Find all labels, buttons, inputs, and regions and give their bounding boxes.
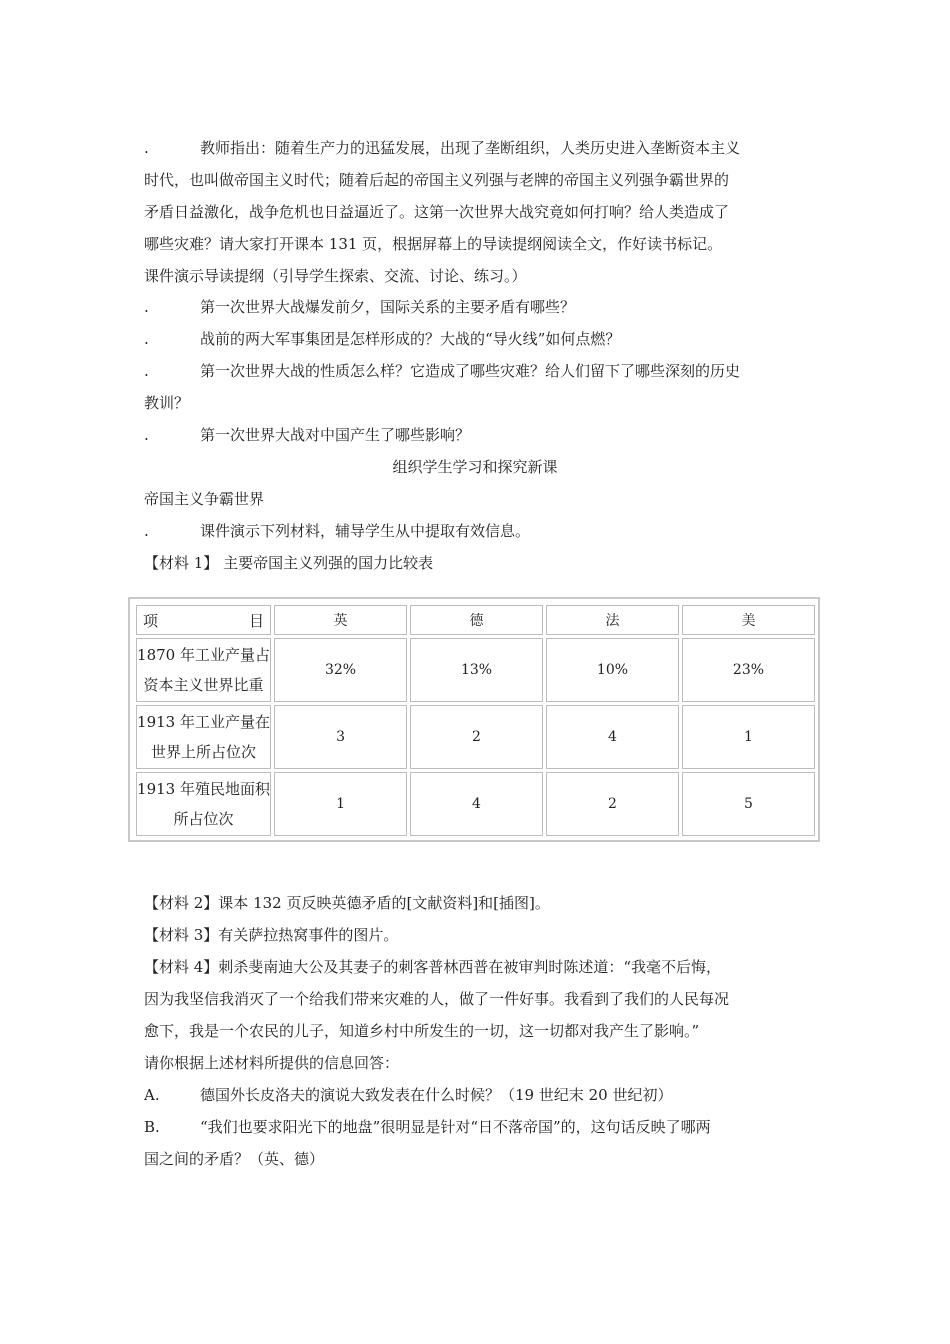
table-header-country: 美 (682, 605, 815, 635)
row-label-line-2: 世界上所占位次 (151, 743, 257, 761)
table-header-row (136, 605, 815, 635)
material2: 【材料 2】课本 132 页反映英德矛盾的[文献资料]和[插图]。 (144, 894, 550, 912)
intro-line-3: 矛盾日益激化，战争危机也日益逼近了。这第一次世界大战究竟如何打响？给人类造成了 (144, 203, 730, 221)
material4-line-2: 因为我坚信我消灭了一个给我们带来灾难的人，做了一件好事。我看到了我们的人民每况 (144, 990, 730, 1008)
table-header-country: 法 (546, 605, 679, 635)
material4-line-3: 愈下，我是一个农民的儿子，知道乡村中所发生的一切，这一切都对我产生了影响。” (144, 1022, 700, 1040)
row-label (136, 705, 271, 769)
outline-item-3-cont: 教训？ (144, 394, 190, 412)
outline-item-2: 战前的两大军事集团是怎样形成的？大战的“导火线”如何点燃？ (200, 330, 621, 348)
table-header-country: 德 (410, 605, 543, 635)
subsection-title: 帝国主义争霸世界 (144, 490, 265, 508)
question-b-text: “我们也要求阳光下的地盘”很明显是针对“日不落帝国”的，这句话反映了哪两 (200, 1118, 711, 1136)
table-cell: 5 (682, 772, 815, 836)
question-b-cont: 国之间的矛盾？（英、德） (144, 1150, 325, 1168)
table-cell: 2 (410, 705, 543, 769)
table-cell: 23% (682, 638, 815, 702)
header-right-char: 目 (249, 611, 265, 630)
question-a-letter: A. (144, 1086, 160, 1104)
row-label-line-1: 1913 年殖民地面积 (137, 780, 270, 798)
table-row (136, 705, 815, 769)
question-b-letter: B. (144, 1118, 160, 1136)
material4-line-1: 【材料 4】刺杀斐南迪大公及其妻子的刺客普林西普在被审判时陈述道：“我毫不后悔， (144, 958, 721, 976)
table-cell: 32% (274, 638, 407, 702)
comparison-table-frame (128, 597, 820, 842)
intro-bullet: . (144, 139, 149, 157)
intro-line-4: 哪些灾难？请大家打开课本 131 页，根据屏幕上的导读提纲阅读全文，作好读书标记。 (144, 235, 723, 253)
table-cell: 4 (546, 705, 679, 769)
row-label (136, 638, 271, 702)
section-title: 组织学生学习和探究新课 (392, 458, 558, 476)
intro-line-1: 教师指出：随着生产力的迅猛发展，出现了垄断组织，人类历史进入垄断资本主义 (200, 139, 741, 157)
intro-line-2: 时代，也叫做帝国主义时代；随着后起的帝国主义列强与老牌的帝国主义列强争霸世界的 (144, 171, 730, 189)
table-cell: 13% (410, 638, 543, 702)
material3: 【材料 3】有关萨拉热窝事件的图片。 (144, 926, 399, 944)
comparison-table (133, 602, 818, 839)
table-row (136, 772, 815, 836)
outline-item-1: 第一次世界大战爆发前夕，国际关系的主要矛盾有哪些？ (200, 298, 576, 316)
question-a-text: 德国外长皮洛夫的演说大致发表在什么时候？（19 世纪末 20 世纪初） (200, 1086, 673, 1104)
row-label-line-2: 资本主义世界比重 (143, 676, 264, 694)
material-intro: 课件演示下列材料，辅导学生从中提取有效信息。 (200, 522, 531, 540)
table-cell: 1 (274, 772, 407, 836)
row-label-line-1: 1870 年工业产量占 (137, 646, 270, 664)
material-intro-bullet: . (144, 522, 149, 540)
answer-prompt: 请你根据上述材料所提供的信息回答： (144, 1054, 400, 1072)
table-cell: 10% (546, 638, 679, 702)
row-label (136, 772, 271, 836)
outline-heading: 课件演示导读提纲（引导学生探索、交流、讨论、练习。） (144, 267, 527, 285)
header-left-char: 项 (143, 611, 159, 630)
outline-item-4: 第一次世界大战对中国产生了哪些影响？ (200, 426, 471, 444)
table-cell: 4 (410, 772, 543, 836)
material1-caption: 【材料 1】 主要帝国主义列强的国力比较表 (144, 554, 434, 572)
outline-bullet-3: . (144, 362, 149, 380)
table-cell: 1 (682, 705, 815, 769)
table-header-country: 英 (274, 605, 407, 635)
outline-item-3: 第一次世界大战的性质怎么样？它造成了哪些灾难？给人们留下了哪些深刻的历史 (200, 362, 741, 380)
outline-bullet-4: . (144, 426, 149, 444)
table-cell: 3 (274, 705, 407, 769)
row-label-line-2: 所占位次 (173, 810, 234, 828)
outline-bullet-2: . (144, 330, 149, 348)
row-label-line-1: 1913 年工业产量在 (137, 713, 270, 731)
outline-bullet-1: . (144, 298, 149, 316)
table-header-item (136, 605, 271, 635)
table-cell: 2 (546, 772, 679, 836)
table-row (136, 638, 815, 702)
